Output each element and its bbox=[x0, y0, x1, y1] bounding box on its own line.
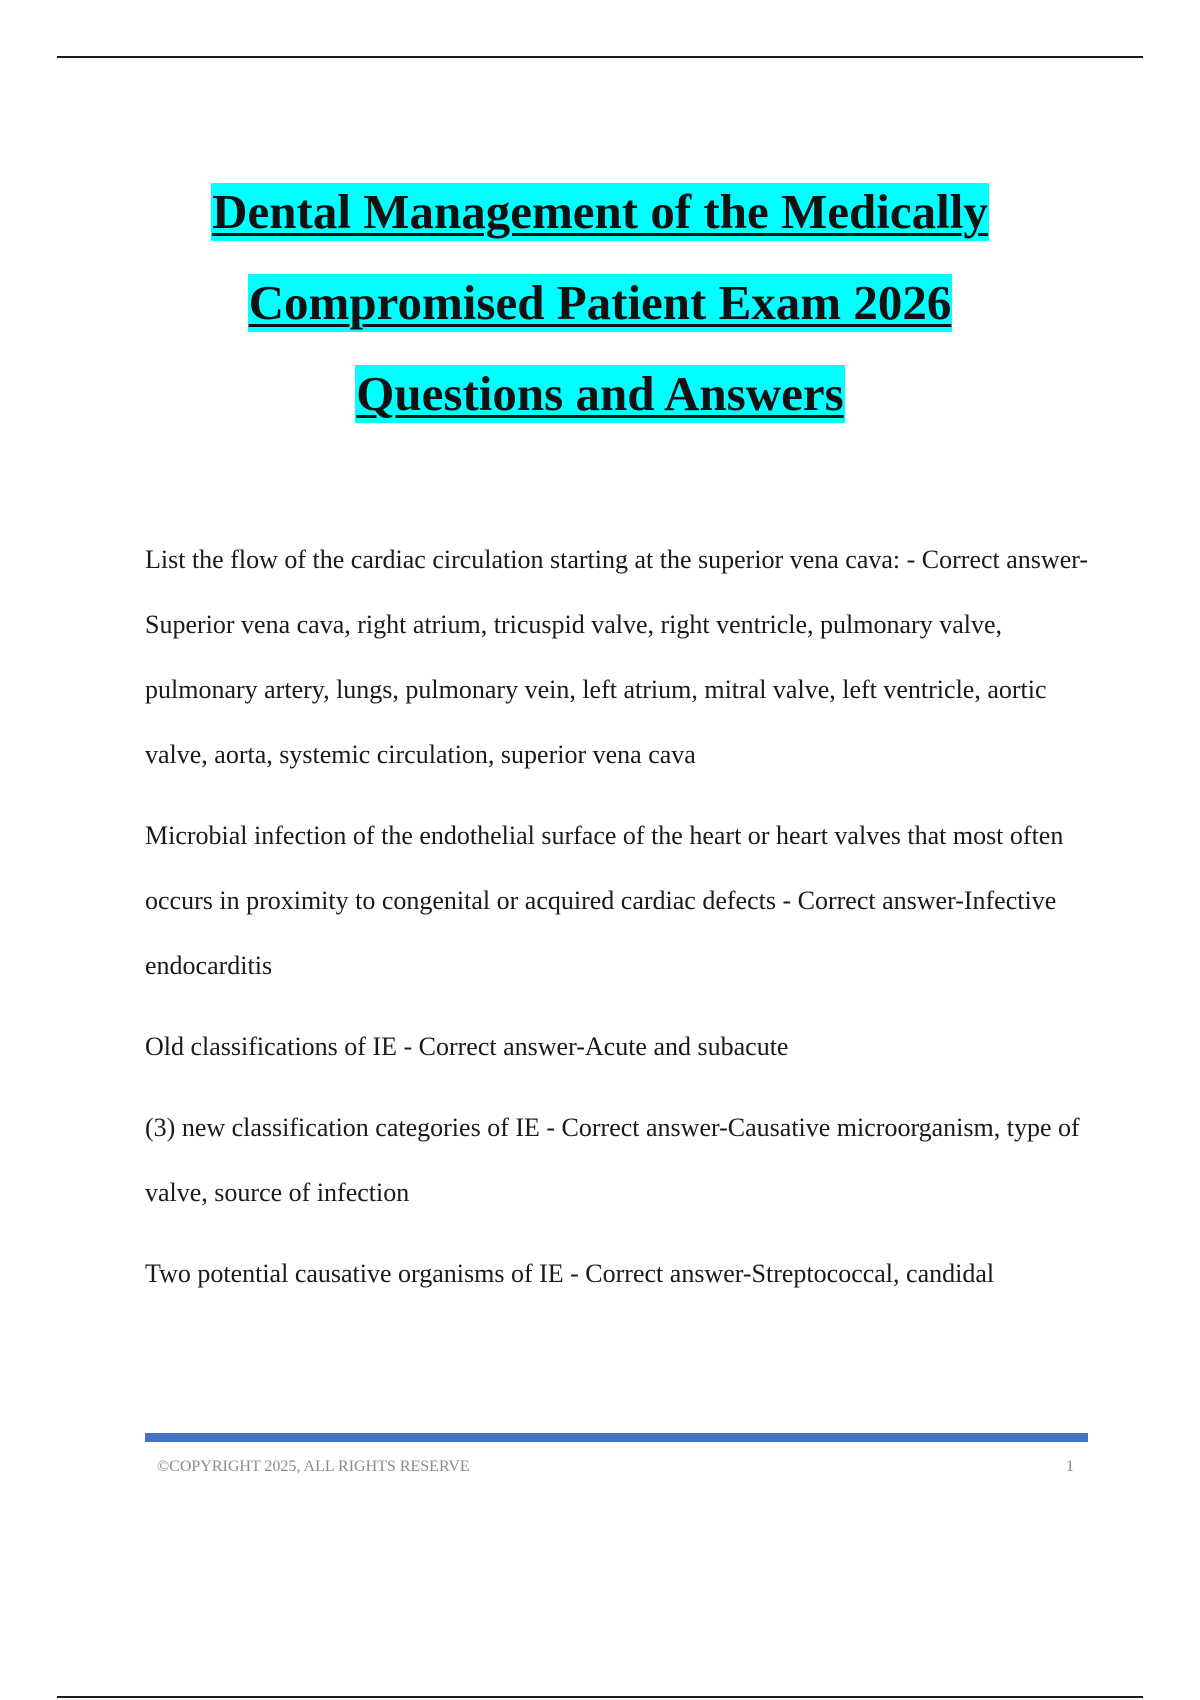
title-text-3: Questions and Answers bbox=[356, 366, 844, 421]
title-line-2 bbox=[0, 269, 1200, 360]
page-number: 1 bbox=[1066, 1458, 1074, 1475]
bottom-rule bbox=[57, 1696, 1143, 1698]
title-line-1 bbox=[0, 178, 1200, 269]
qa-item-1: List the flow of the cardiac circulation starting at the superior vena cava: - Correct answer-Superior vena cava, right atrium, tricuspid valve, right ventricle, pulmonary valve, pulmonary artery, lungs, pulmonary vein, left atrium, mitral valve, left ventricle, aortic valve, aorta, systemic circulation, superior vena cava bbox=[145, 545, 1089, 769]
qa-item-2: Microbial infection of the endothelial surface of the heart or heart valves that most often occurs in proximity to congenital or acquired cardiac defects - Correct answer-Infective endocarditis bbox=[145, 821, 1064, 980]
qa-list bbox=[145, 527, 1090, 1322]
title-text-1: Dental Management of the Medically bbox=[212, 184, 988, 239]
title-line-3 bbox=[0, 360, 1200, 451]
document-title bbox=[0, 178, 1200, 451]
qa-item-5: Two potential causative organisms of IE - Correct answer-Streptococcal, candidal bbox=[145, 1259, 995, 1288]
title-text-2: Compromised Patient Exam 2026 bbox=[248, 275, 952, 330]
footer-divider bbox=[145, 1433, 1088, 1442]
footer-copyright: ©COPYRIGHT 2025, ALL RIGHTS RESERVE bbox=[157, 1458, 470, 1475]
top-rule bbox=[57, 56, 1143, 58]
qa-item-3: Old classifications of IE - Correct answer-Acute and subacute bbox=[145, 1032, 789, 1061]
qa-item-4: (3) new classification categories of IE - Correct answer-Causative microorganism, type of valve, source of infection bbox=[145, 1113, 1080, 1207]
